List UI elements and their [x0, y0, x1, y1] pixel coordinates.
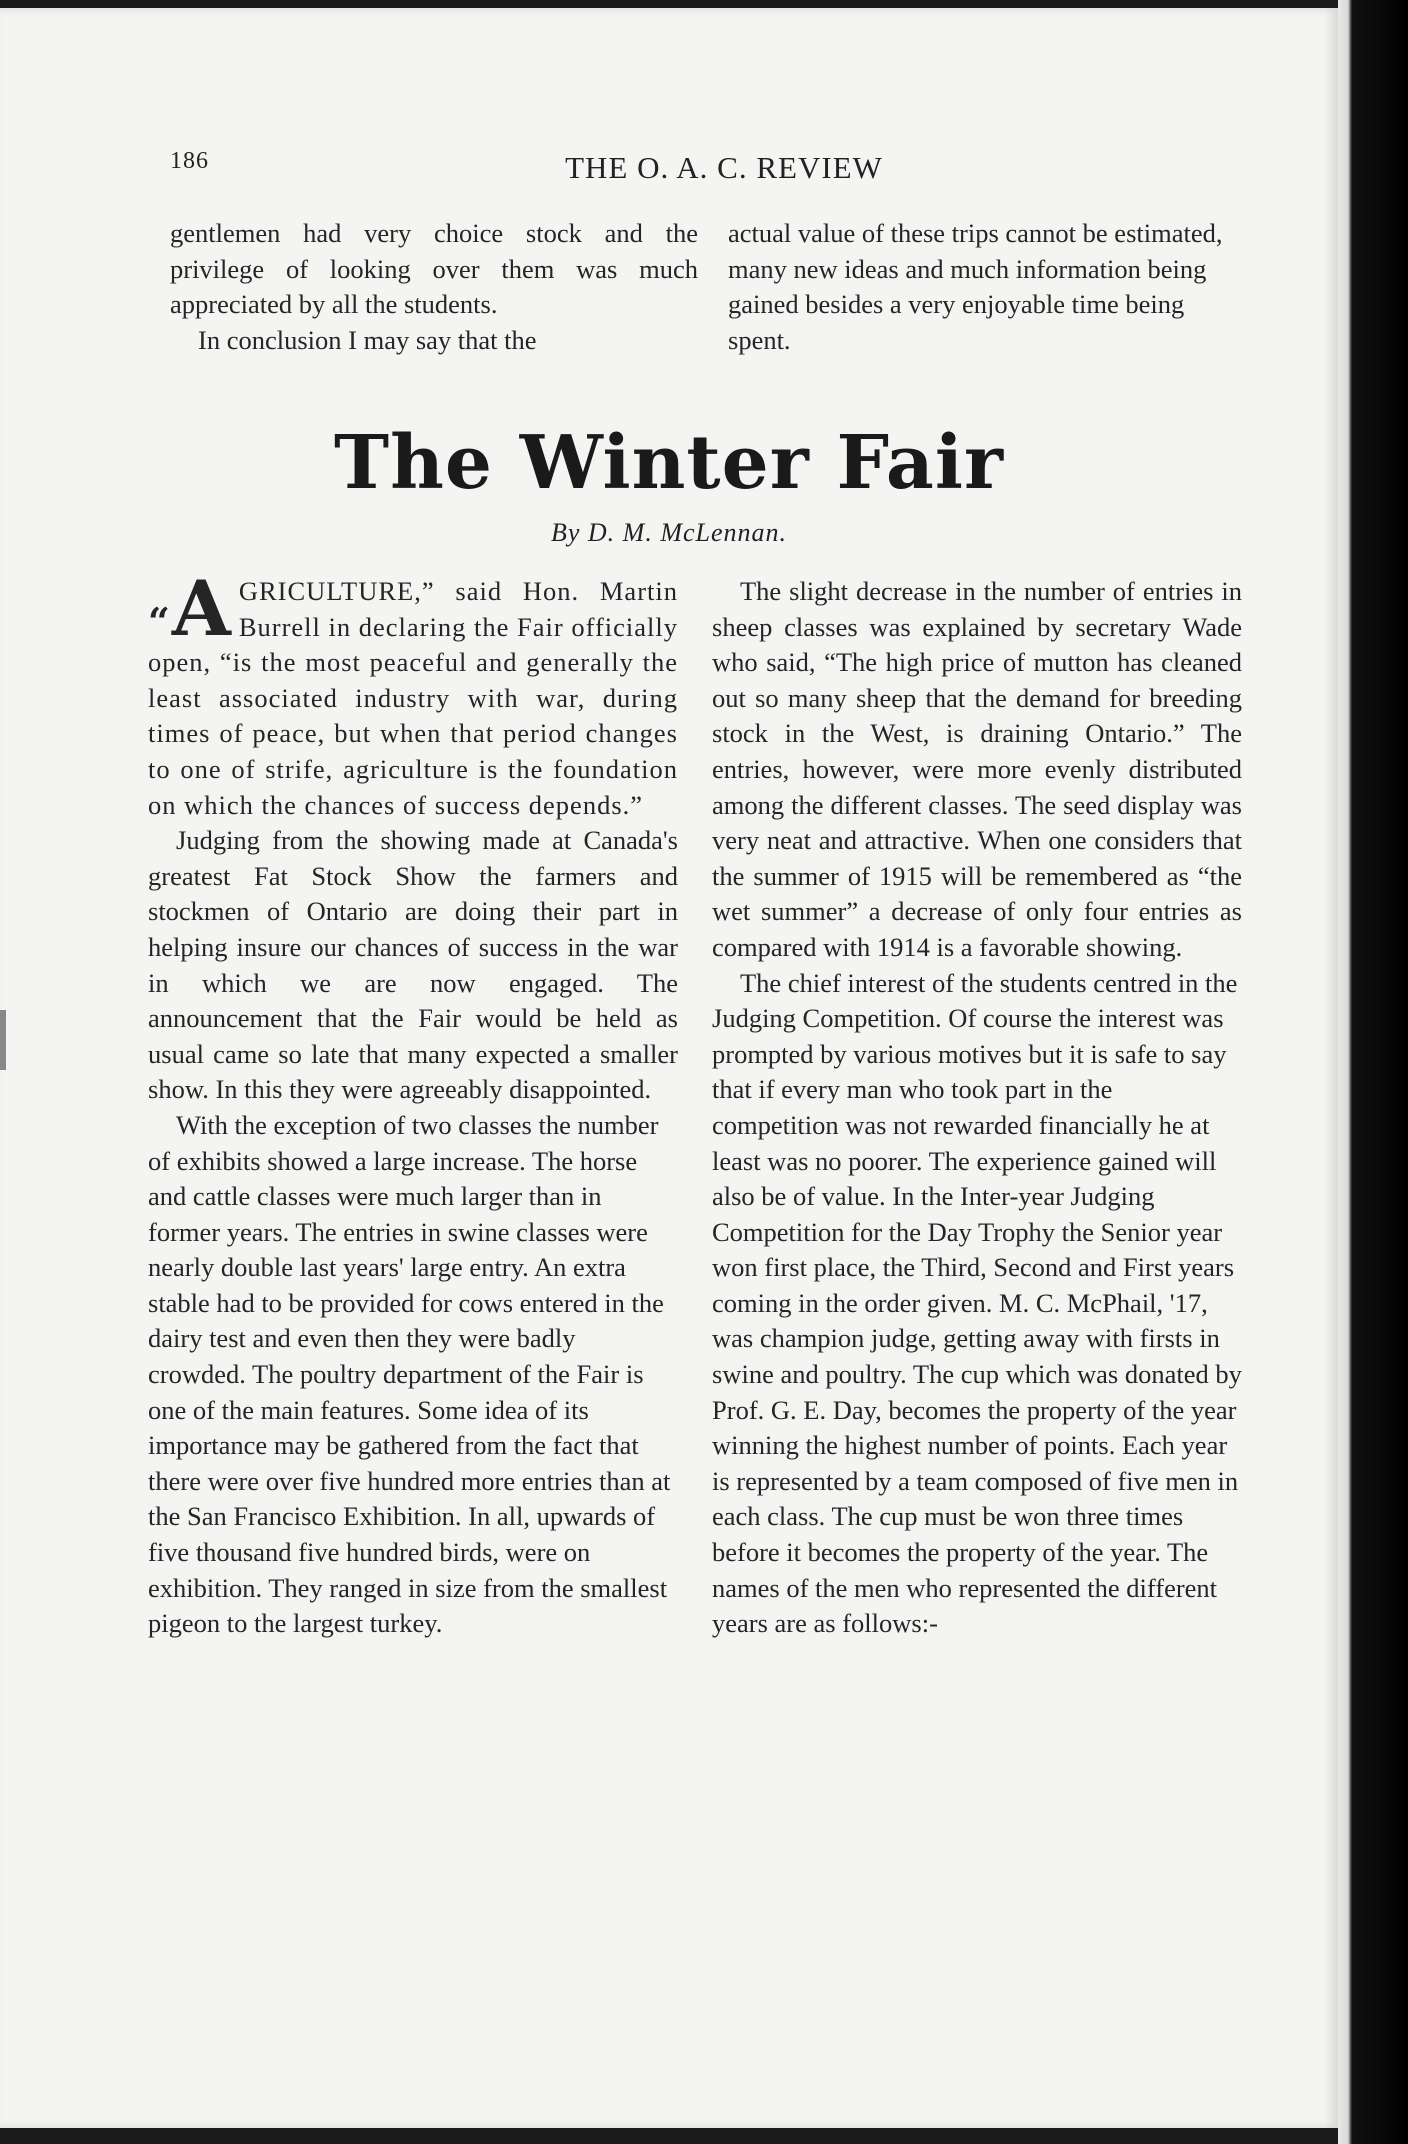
continuation-paragraph: gentlemen had very choice stock and the privilege of looking over them was much appreciated by all the students.: [170, 218, 698, 320]
article-first-paragraph: [148, 564, 678, 823]
scan-edge-mark: [0, 1010, 6, 1070]
article-right-column: [712, 574, 1242, 1642]
article-paragraph: With the exception of two classes the number of exhibits showed a large increase. The horse and cattle classes were much larger than in former years. The entries in swine classes were nearly double last years' large entry. An extra stable had to be provided for cows entered in the dairy test and even then they were badly crowded. The poultry department of the Fair is one of the main features. Some idea of its importance may be gathered from the fact that there were over five hundred more entries than at the San Francisco Exhibition. In all, upwards of five thousand five hundred birds, were on exhibition. They ranged in size from the smallest pigeon to the largest turkey.: [148, 1109, 671, 1639]
drop-cap-quote: “: [148, 599, 170, 644]
book-spine-shadow: [1338, 0, 1408, 2144]
article-left-column: [148, 564, 678, 1642]
continuation-paragraph: In conclusion I may say that the: [198, 324, 537, 355]
continuation-left-column: [170, 216, 698, 358]
article-byline: By D. M. McLennan.: [550, 518, 788, 547]
article-paragraph: Judging from the showing made at Canada's greatest Fat Stock Show the farmers and stockmen of Ontario are doing their part in helping insure our chances of success in the war in which we are now engaged. The announcement that the Fair would be held as usual came so late that many expected a smaller show. In this they were agreeably disappointed.: [148, 825, 678, 1105]
continuation-paragraph: actual value of these trips cannot be estimated, many new ideas and much information being gained besides a very enjoyable time being spent.: [728, 218, 1223, 355]
continuation-right-column: [728, 216, 1250, 358]
article-title: The Winter Fair: [334, 420, 1004, 506]
first-paragraph-text: GRICULTURE,” said Hon. Martin Burrell in declaring the Fair officially open, “is the most peaceful and generally the least associated industry with war, during times of peace, but when that period changes to one of strife, agriculture is the foundation on which the chances of success depends.”: [148, 576, 678, 820]
page-number: 186: [170, 148, 209, 174]
article-paragraph: The slight decrease in the number of entries in sheep classes was explained by secretary Wade who said, “The high price of mutton has cleaned out so many sheep that the demand for breeding stock in the West, is draining Ontario.” The entries, however, were more evenly distributed among the different classes. The seed display was very neat and attractive. When one considers that the summer of 1915 will be remembered as “the wet summer” a decrease of only four entries as compared with 1914 is a favorable showing.: [712, 576, 1242, 962]
drop-cap: [148, 564, 231, 653]
article-paragraph: The chief interest of the students centred in the Judging Competition. Of course the interest was prompted by various motives but it is safe to say that if every man who took part in the competition was not rewarded financially he at least was no poorer. The experience gained will also be of value. In the Inter-year Judging Competition for the Day Trophy the Senior year won first place, the Third, Second and First years coming in the order given. M. C. McPhail, '17, was champion judge, getting away with firsts in swine and poultry. The cup which was donated by Prof. G. E. Day, becomes the property of the year winning the highest number of points. Each year is represented by a team composed of five men in each class. The cup must be won three times before it becomes the property of the year. The names of the men who represented the different years are as follows:-: [712, 967, 1242, 1639]
running-title: THE O. A. C. REVIEW: [565, 150, 883, 185]
drop-cap-letter: A: [171, 564, 231, 653]
